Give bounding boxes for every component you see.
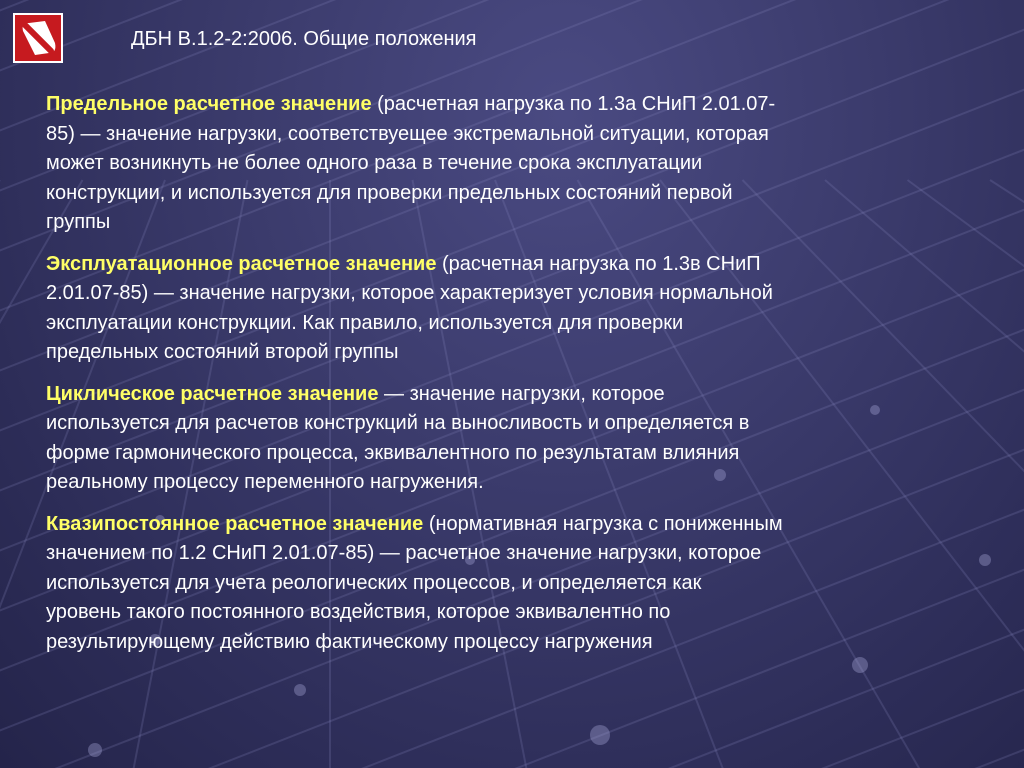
line: уровень такого постоянного воздействия, которое эквивалентно по: [46, 601, 671, 623]
term-heading: Предельное расчетное значение: [46, 93, 372, 115]
line: используется для расчетов конструкций на выносливость и определяется в: [46, 412, 750, 434]
line: результирующему действию фактическому процессу нагружения: [46, 630, 653, 653]
line: реальному процессу переменного нагружения.: [46, 471, 484, 493]
line: (расчетная нагрузка по 1.3в СНиП: [436, 252, 761, 275]
line: 2.01.07-85) — значение нагрузки, которое характеризует условия нормальной: [46, 282, 773, 304]
line: 85) — значение нагрузки, соответствуещее экстремальной ситуации, которая: [46, 122, 769, 145]
term-heading: Эксплуатационное расчетное значение: [46, 252, 437, 275]
line: эксплуатации конструкции. Как правило, используется для проверки: [46, 311, 684, 334]
line: значением по 1.2 СНиП 2.01.07-85) — расчетное значение нагрузки, которое: [46, 542, 762, 564]
line: предельных состояний второй группы: [46, 341, 399, 363]
paragraph-service-value: [46, 250, 996, 368]
line: форме гармонического процесса, эквивалентного по результатам влияния: [46, 441, 740, 464]
term-heading: Квазипостоянное расчетное значение: [46, 512, 424, 535]
slide-title: ДБН В.1.2-2:2006. Общие положения: [131, 28, 477, 50]
line: (нормативная нагрузка с пониженным: [423, 512, 783, 535]
term-heading: Циклическое расчетное значение: [46, 382, 379, 405]
paragraph-ultimate-value: [46, 90, 996, 238]
logo-icon: [13, 13, 63, 63]
line: — значение нагрузки, которое: [378, 382, 665, 405]
content-body: [46, 90, 996, 669]
line: конструкции, и используется для проверки предельных состояний первой: [46, 181, 733, 204]
paragraph-cyclic-value: [46, 380, 996, 498]
line: используется для учета реологических процессов, и определяется как: [46, 571, 702, 594]
line: может возникнуть не более одного раза в течение срока эксплуатации: [46, 152, 703, 174]
line: (расчетная нагрузка по 1.3а СНиП 2.01.07-: [371, 93, 776, 115]
paragraph-quasi-permanent-value: [46, 510, 996, 658]
line: группы: [46, 211, 111, 233]
